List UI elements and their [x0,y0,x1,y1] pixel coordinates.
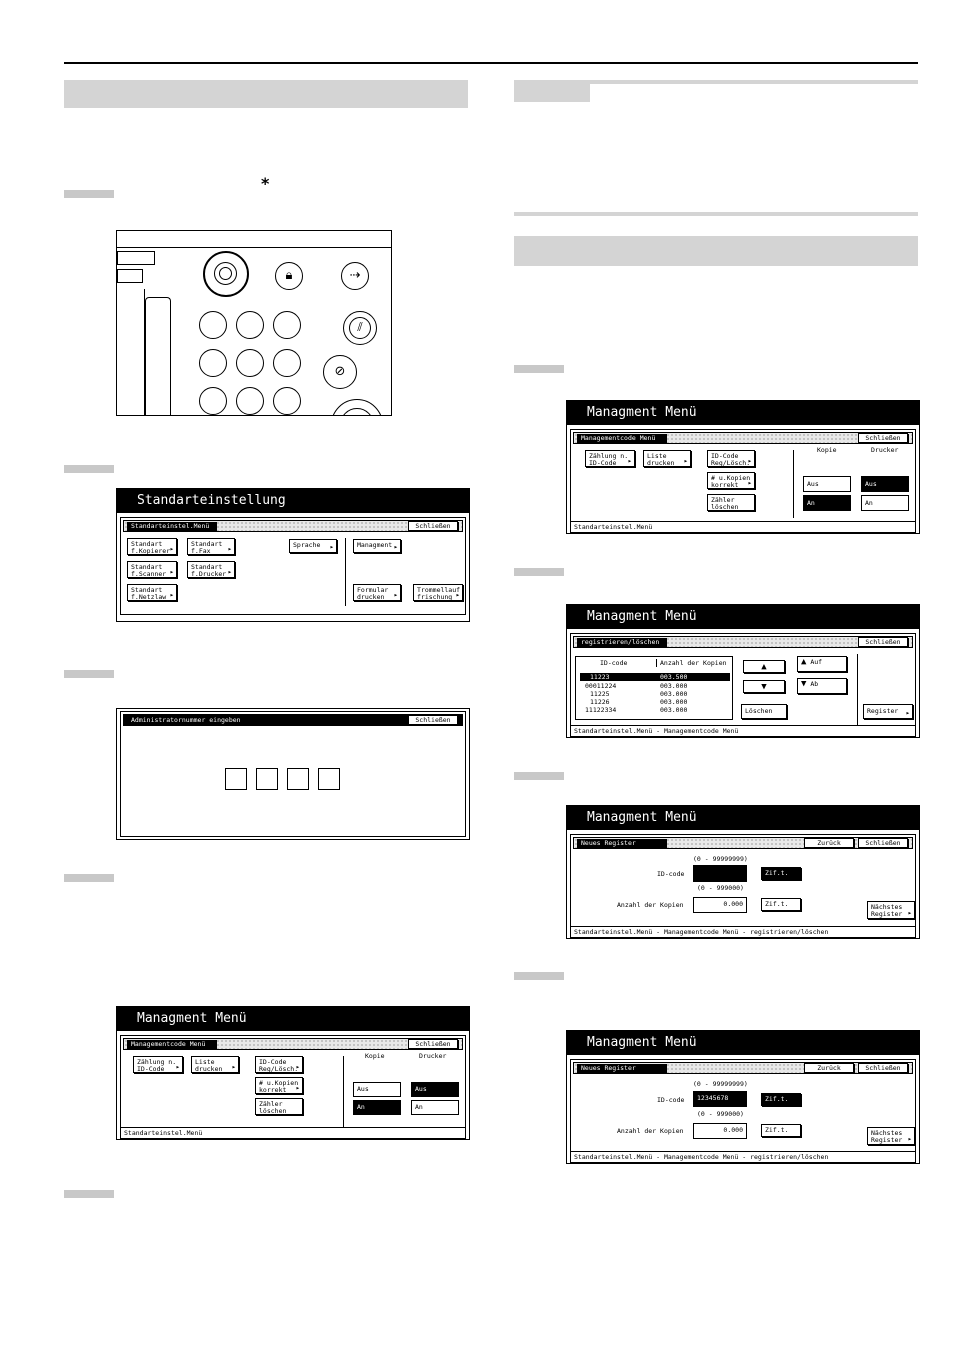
step-marker [64,874,114,882]
panel-side-2 [145,297,171,416]
count-range-hint: (0 - 999000) [697,1110,744,1118]
step-marker [64,190,114,198]
tab-label: Standarteinstel.Menü [127,522,217,531]
screen-management-menu-right [566,400,920,534]
keypad-key[interactable] [236,349,264,377]
col-copy-label: Kopie [817,446,837,454]
copies-count-input[interactable]: 0.000 [693,1123,747,1139]
status-breadcrumb: Standarteinstel.Menü [574,523,653,531]
numeric-keys-button-count[interactable]: Zif.t. [761,1124,801,1137]
tab-label: Managementcode Menü [577,434,667,443]
default-copier-button[interactable]: Standart f.Kopierer ▸ [127,538,177,555]
copies-count-label: Anzahl der Kopien [617,901,684,909]
print-list-button[interactable]: Liste drucken ▸ [643,450,691,467]
close-button[interactable]: Schließen [408,715,458,725]
screen-register-delete [566,604,920,738]
row-count: 003.500 [660,673,688,681]
keypad-key[interactable] [236,311,264,339]
screen-title: Standarteinstellung [117,489,469,513]
sort-asc-button[interactable] [797,656,847,672]
panel-edge [117,247,392,248]
lock-icon[interactable]: 🔒︎ [275,262,303,290]
copies-correct-button[interactable]: # u.Kopien korrekt ▸ [707,472,755,489]
close-button[interactable]: Schließen [858,433,908,443]
screen-new-register-filled [566,1030,920,1164]
register-button[interactable]: Register ▸ [863,704,913,719]
printer-on-button[interactable]: An [411,1100,459,1115]
keypad-key[interactable] [236,387,264,415]
screen-frame [120,711,466,837]
default-scanner-button[interactable]: Standart f.Scanner ▸ [127,561,177,578]
screen-frame [120,1035,466,1139]
section-header-bar-right [514,236,918,266]
status-breadcrumb: Standarteinstel.Menü [124,1129,203,1137]
keypad-key[interactable] [199,387,227,415]
numeric-keys-button-count[interactable]: Zif.t. [761,898,801,911]
close-button[interactable]: Schließen [858,1063,908,1073]
row-count: 003.000 [660,682,688,690]
keypad-key[interactable] [273,387,301,415]
status-divider [571,725,915,726]
divider [343,1056,344,1128]
status-divider [571,926,915,927]
interrupt-icon[interactable]: ⇢ [341,262,369,290]
step-marker [514,772,564,780]
print-list-button[interactable]: Liste drucken ▸ [191,1056,239,1073]
screen-new-register-empty [566,805,920,939]
copies-count-input[interactable]: 0.000 [693,897,747,913]
screen-frame [120,517,466,615]
id-code-list [575,656,733,720]
row-count: 003.000 [660,698,688,706]
screen-management-menu-left [116,1006,470,1140]
row-id: 00011224 [585,682,617,690]
status-breadcrumb: Standarteinstel.Menü - Managementcode Menü [574,727,739,735]
tab-label: Neues Register [577,1064,667,1073]
close-button[interactable]: Schließen [408,1039,458,1049]
panel-display-edge [117,251,155,265]
row-id: 11226 [590,698,610,706]
start-key[interactable] [331,399,383,416]
id-code-label: ID-code [657,1096,685,1104]
close-button[interactable]: Schließen [408,521,458,531]
count-by-id-button[interactable]: Zählung n. ID-Code ▸ [585,450,635,467]
step-marker [64,1190,114,1198]
id-code-input[interactable]: 12345678 [693,1091,747,1107]
step-marker [64,465,114,473]
table-row[interactable] [580,682,730,690]
admin-digit-box[interactable] [225,768,247,790]
col-printer-label: Drucker [871,446,899,454]
status-divider [571,521,915,522]
row-id: 11223 [590,673,610,681]
list-header-count: Anzahl der Kopien [660,659,727,667]
status-divider [571,1151,915,1152]
row-count: 003.000 [660,706,688,714]
keypad-key[interactable] [199,311,227,339]
numeric-keys-button-id[interactable]: Zif.t. [761,867,801,880]
admin-digit-box[interactable] [287,768,309,790]
step-marker [514,972,564,980]
divider [857,654,858,726]
col-printer-label: Drucker [419,1052,447,1060]
numeric-keys-button-id[interactable]: Zif.t. [761,1093,801,1106]
printer-on-button[interactable]: An [861,495,909,511]
table-row[interactable] [580,698,730,706]
default-fax-button[interactable]: Standart f.Fax ▸ [187,538,235,555]
drum-refresh-button[interactable]: Trommellauf frischung ▸ [413,584,463,601]
tab-strip [573,837,913,849]
language-button[interactable]: Sprache ▸ [289,539,337,553]
scroll-down-button[interactable]: ▼ [743,680,785,693]
list-header-id: ID-code [600,659,628,667]
step-marker [64,670,114,678]
reset-key[interactable] [343,311,377,345]
status-divider [121,1127,465,1128]
screen-frame [570,633,916,737]
copy-off-button[interactable]: Aus [803,476,851,492]
divider [345,538,346,606]
sort-asc-label: Auf [810,658,823,666]
tab-strip [123,520,463,532]
copy-on-button[interactable]: An [353,1100,401,1115]
count-range-hint: (0 - 999000) [697,884,744,892]
screen-frame [570,1059,916,1163]
screen-frame [570,429,916,533]
screen-title: Administratornummer eingeben [127,716,247,725]
tab-label: Managementcode Menü [127,1040,217,1049]
stop-clear-icon[interactable]: ⊘ [323,355,357,389]
control-panel-illustration [116,230,392,416]
title-strip [123,714,463,726]
printer-off-button[interactable]: Aus [861,476,909,492]
default-network-button[interactable]: Standart f.Netzlaw ▸ [127,584,177,601]
tab-label: registrieren/löschen [577,638,667,647]
delete-button[interactable]: Löschen [741,704,787,719]
star-key-symbol: * [261,174,270,193]
clear-counter-button[interactable]: Zähler löschen [255,1098,303,1115]
count-by-id-button[interactable]: Zählung n. ID-Code ▸ [133,1056,183,1073]
star-key[interactable] [203,251,249,297]
clear-counter-button[interactable]: Zähler löschen [707,494,755,511]
table-row[interactable] [580,690,730,698]
id-code-register-button[interactable]: ID-Code Reg/Lösch. ▸ [707,450,755,467]
id-code-register-button[interactable]: ID-Code Reg/Lösch. ▸ [255,1056,303,1073]
screen-title: Managment Menü [567,401,919,425]
screen-admin-number [116,708,470,840]
next-register-button[interactable]: Nächstes Register ▸ [867,1127,915,1145]
step-marker [514,568,564,576]
scroll-up-button[interactable]: ▲ [743,660,785,673]
id-code-label: ID-code [657,870,685,878]
id-range-hint: (0 - 99999999) [693,855,748,863]
print-form-button[interactable]: Formular drucken ▸ [353,584,401,601]
row-count: 003.000 [660,690,688,698]
management-button[interactable]: Managment ▸ [353,539,401,553]
row-id: 11225 [590,690,610,698]
status-breadcrumb: Standarteinstel.Menü - Managementcode Menü - registrieren/löschen [574,928,829,936]
copies-count-label: Anzahl der Kopien [617,1127,684,1135]
id-range-hint: (0 - 99999999) [693,1080,748,1088]
tab-label: Neues Register [577,839,667,848]
back-button[interactable]: Zurück [804,838,854,848]
screen-frame [570,834,916,938]
id-code-input[interactable] [693,865,747,882]
table-row[interactable] [580,706,730,714]
tab-strip [573,636,913,648]
step-marker [514,365,564,373]
divider [793,450,794,518]
triangle-up-icon: ▲ [801,657,807,667]
next-register-button[interactable]: Nächstes Register ▸ [867,901,915,919]
triangle-down-icon: ▼ [801,679,807,689]
screen-title: Managment Menü [567,1031,919,1055]
top-rule [64,62,918,64]
row-id: 11122334 [585,706,617,714]
table-row-selected[interactable] [580,673,730,681]
keypad-key[interactable] [273,349,301,377]
admin-digit-box[interactable] [256,768,278,790]
default-printer-button[interactable]: Standart f.Drucker ▸ [187,561,235,578]
admin-digit-box[interactable] [318,768,340,790]
note-label-block [514,84,590,102]
copies-correct-button[interactable]: # u.Kopien korrekt ▸ [255,1077,303,1094]
sort-desc-label: Ab [810,680,819,688]
panel-side-1 [117,289,145,416]
screen-title: Managment Menü [567,605,919,629]
panel-display-edge-2 [117,269,143,283]
header-divider [656,659,657,667]
copy-off-button[interactable]: Aus [353,1082,401,1097]
close-button[interactable]: Schließen [858,637,908,647]
tab-strip [573,432,913,444]
tab-strip [573,1062,913,1074]
screen-title: Managment Menü [567,806,919,830]
tab-strip [123,1038,463,1050]
keypad-key[interactable] [273,311,301,339]
keypad-key[interactable] [199,349,227,377]
screen-standarteinstellung [116,488,470,622]
back-button[interactable]: Zurück [804,1063,854,1073]
sort-desc-button[interactable] [797,678,847,694]
status-breadcrumb: Standarteinstel.Menü - Managementcode Menü - registrieren/löschen [574,1153,829,1161]
screen-title: Managment Menü [117,1007,469,1031]
note-bottom-bar [514,212,918,216]
section-header-bar-left [64,80,468,108]
printer-off-button[interactable]: Aus [411,1082,459,1097]
close-button[interactable]: Schließen [858,838,908,848]
reset-icon: ⫽ [349,317,371,339]
copy-on-button[interactable]: An [803,495,851,511]
col-copy-label: Kopie [365,1052,385,1060]
